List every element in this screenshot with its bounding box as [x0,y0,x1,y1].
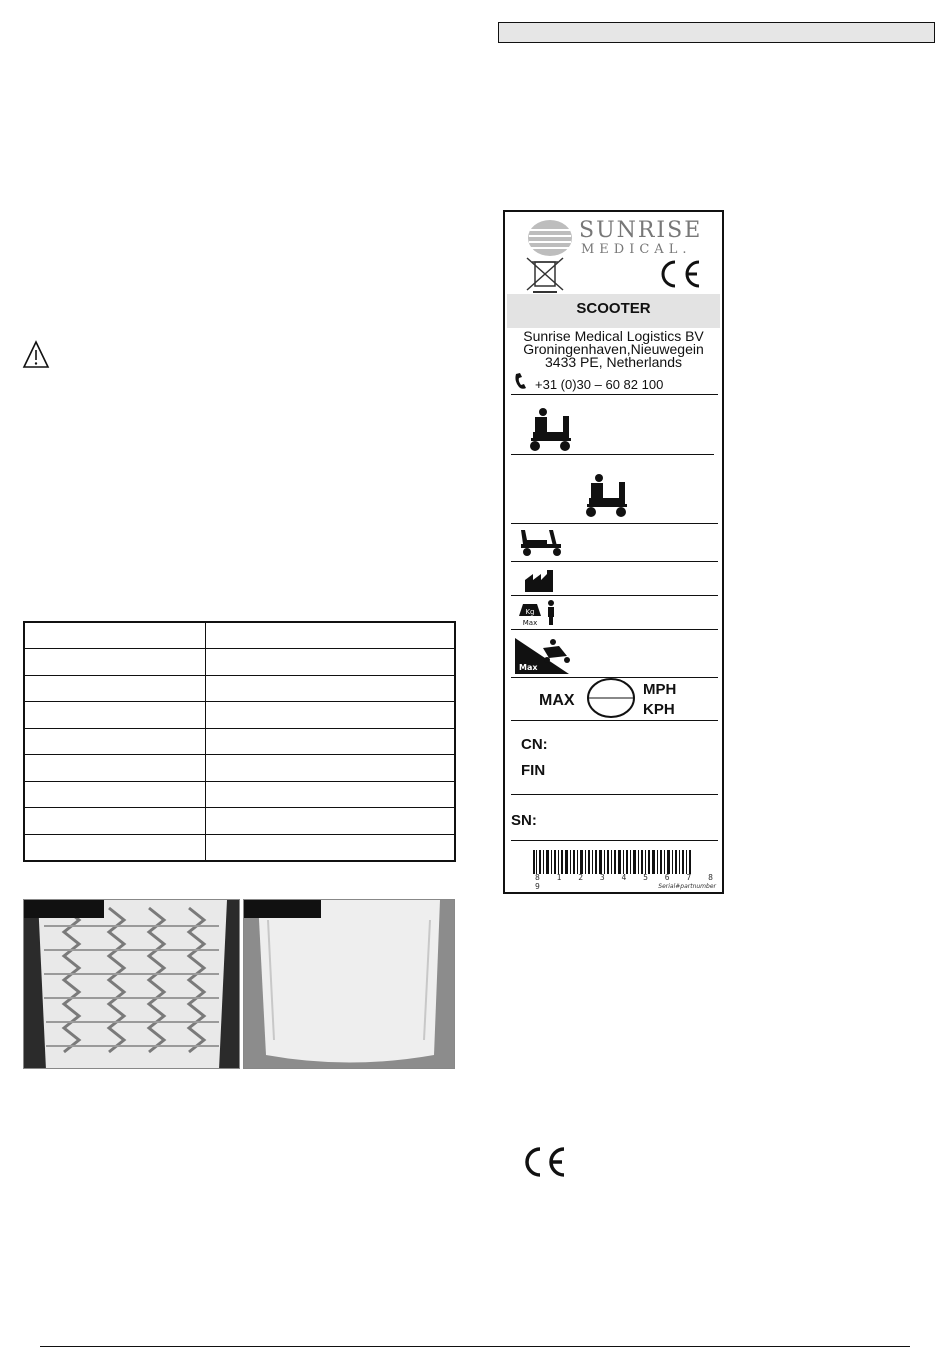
svg-text:Max: Max [522,619,538,627]
max-slope-icon [513,634,579,676]
manufacturer-icon [523,568,557,594]
warning-triangle-icon [22,340,50,370]
tyre-tread-worn-image [244,900,455,1069]
spec-table [23,621,456,862]
speed-unit-mph: MPH [643,681,677,698]
sn-label: SN: [511,812,537,829]
table-row [24,728,455,754]
barcode-caption: Serial#partnumber [658,883,716,890]
photo-tag [244,900,321,918]
address-line-2: Groningenhaven,Nieuwegein [523,341,704,357]
label-title: SCOOTER [576,300,651,317]
cn-label: CN: [521,736,548,753]
product-label [503,210,724,894]
scooter-icon [517,526,565,558]
svg-text:Max: Max [519,663,538,672]
table-row [24,755,455,781]
address-line-1: Sunrise Medical Logistics BV [523,328,704,344]
tyre-photo-worn [243,899,455,1069]
speed-unit-kph: KPH [643,701,675,718]
phone-number: +31 (0)30 – 60 82 100 [535,377,664,392]
table-row [24,808,455,834]
speed-circle-icon [585,677,637,719]
table-row [24,622,455,649]
tyre-photo-new [23,899,240,1069]
brand-name: SUNRISE [579,218,703,243]
table-row [24,702,455,728]
fin-label: FIN [521,762,546,779]
svg-text:Kg: Kg [525,608,535,616]
ce-mark-icon [655,258,705,290]
ce-mark-icon-bottom [520,1145,570,1179]
sunrise-logo-icon [525,218,575,258]
max-weight-icon [515,598,561,628]
speed-max-label: MAX [539,692,575,709]
table-row [24,649,455,675]
tyre-tread-new-image [24,900,240,1069]
barcode-digits: 8 1 2 3 4 5 6 7 8 9 [535,873,719,891]
scooter-occupant-icon-2 [581,472,633,520]
phone-icon [513,372,529,390]
brand-subtitle: MEDICAL. [581,242,692,257]
address-line-3: 3433 PE, Netherlands [545,354,682,370]
section-header-bar [498,22,935,43]
table-row [24,781,455,807]
crossed-bin-icon [523,256,567,294]
table-row [24,834,455,861]
scooter-occupant-icon [525,406,577,454]
table-row [24,675,455,701]
barcode-icon [533,850,693,874]
photo-tag [24,900,104,918]
footer-rule [40,1346,910,1347]
